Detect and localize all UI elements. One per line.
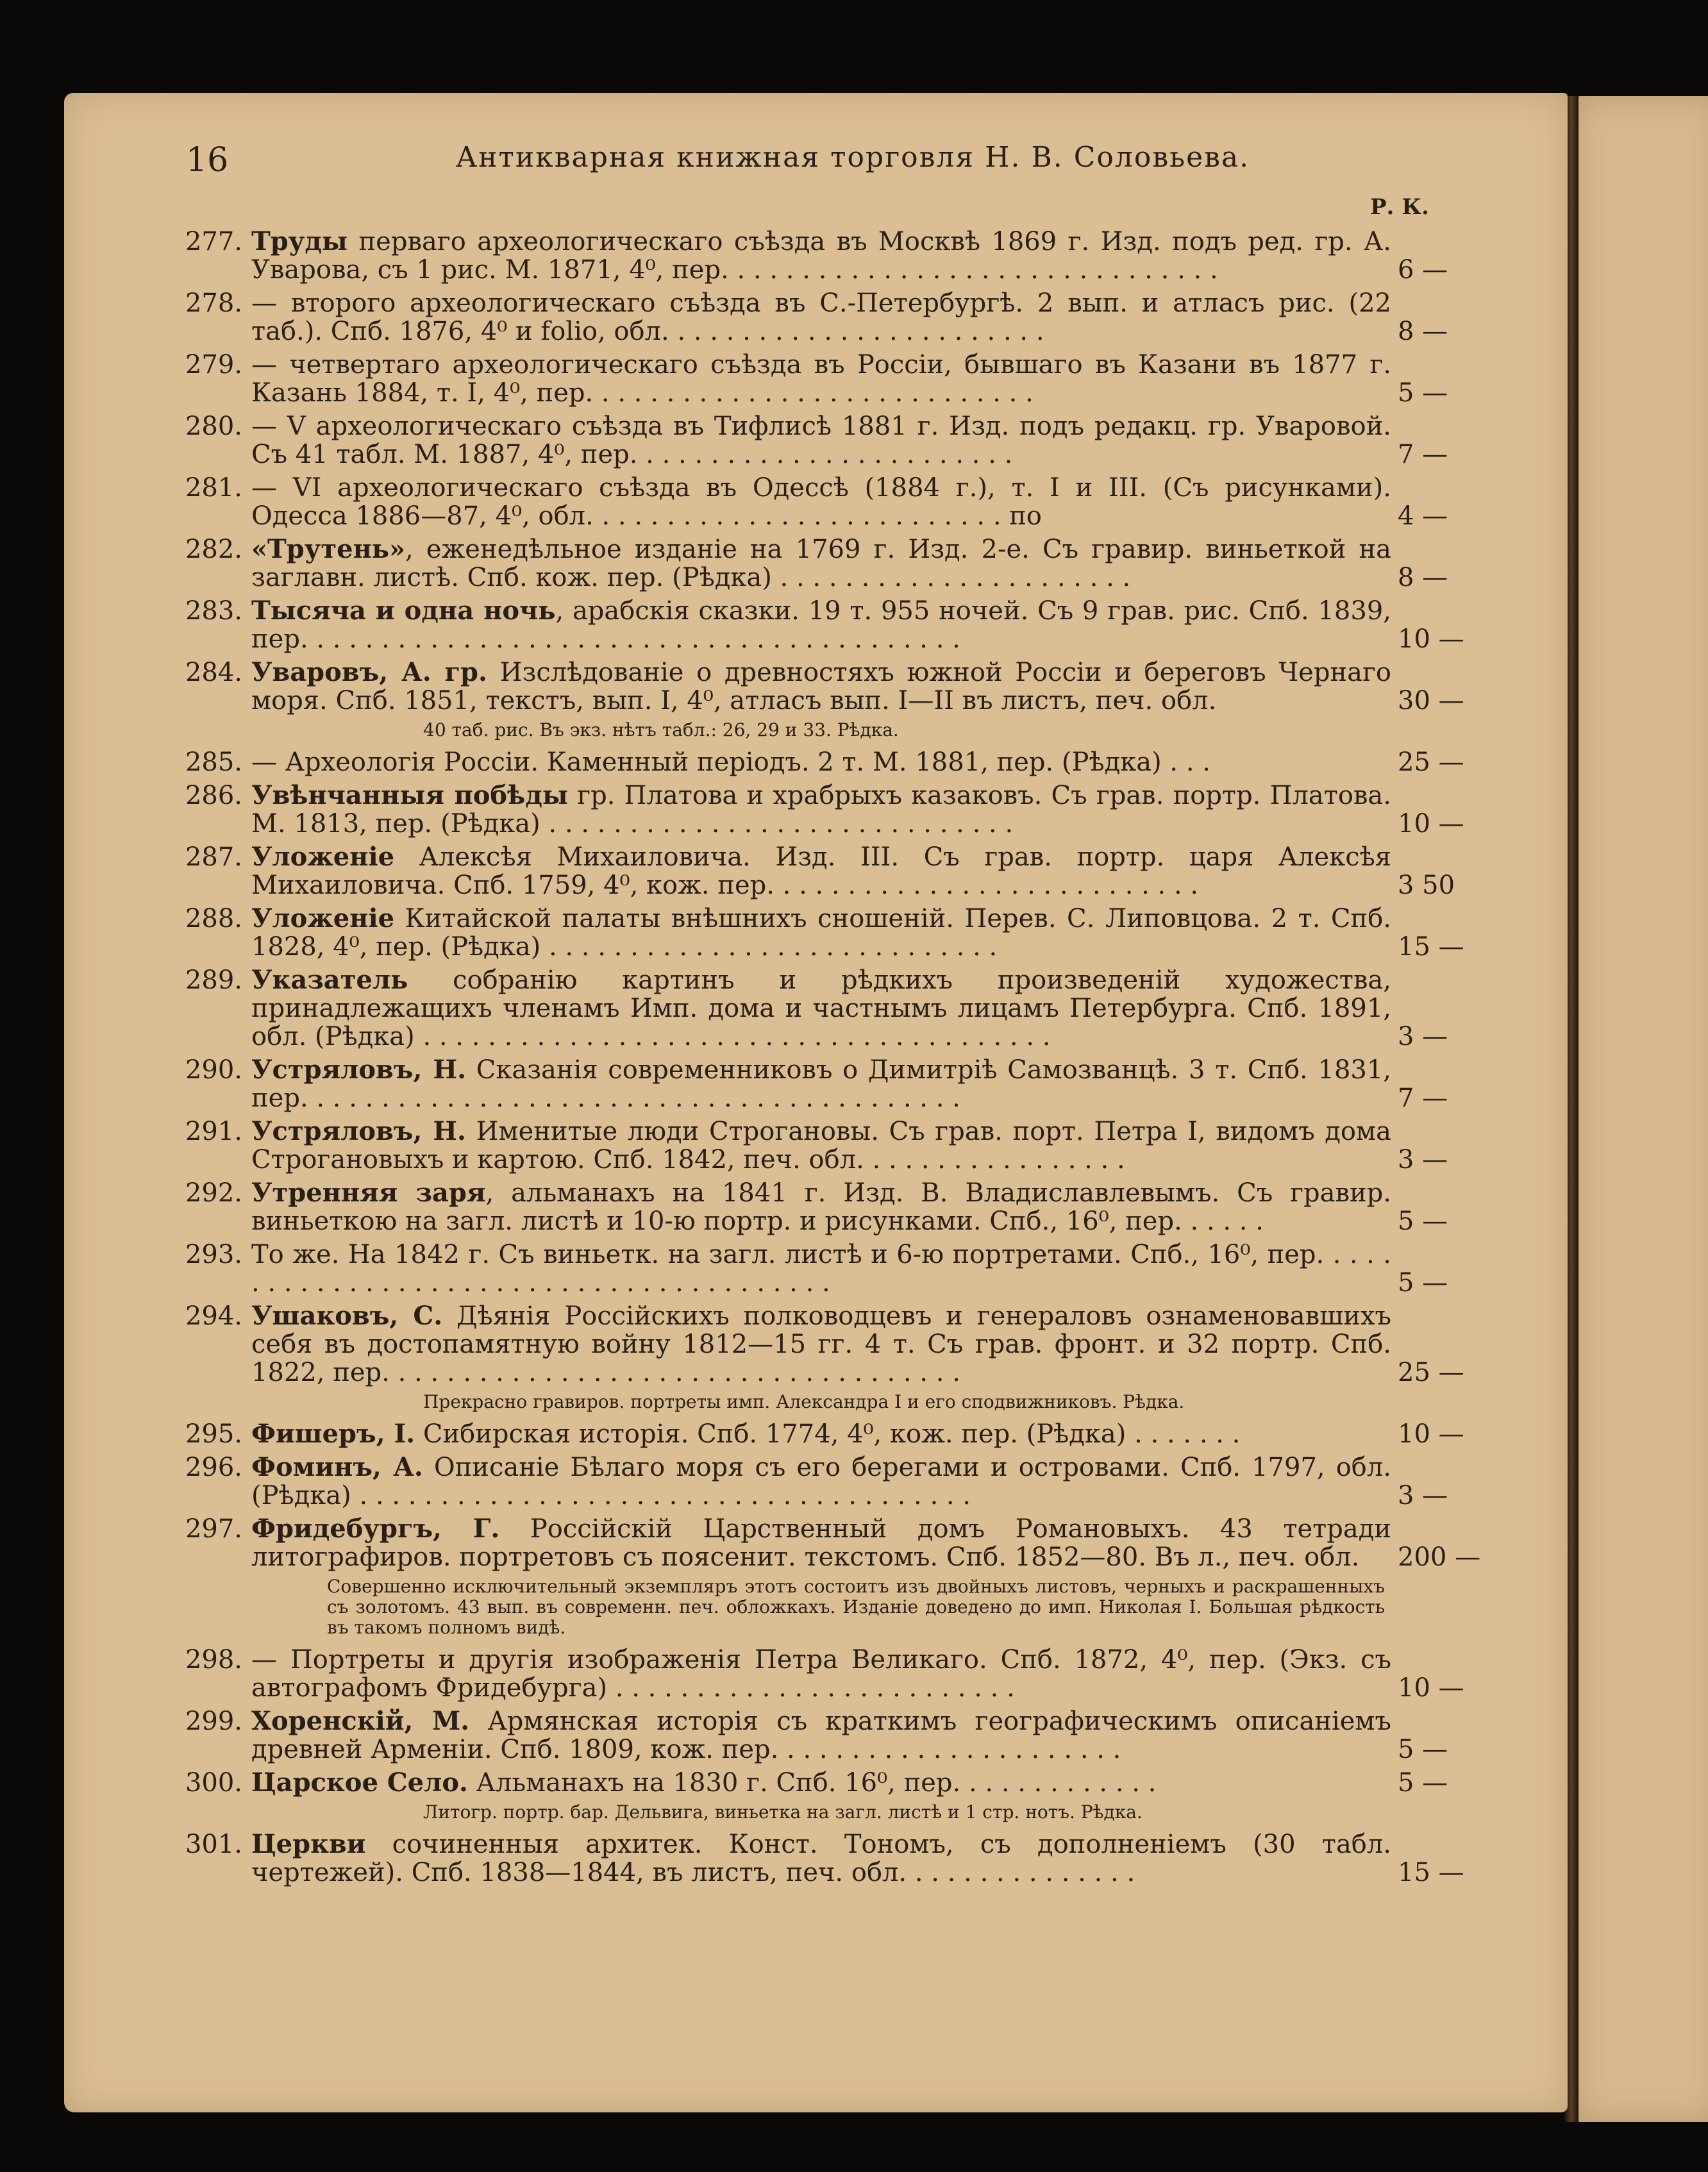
- entry-text: Сказанія современниковъ о Димитріѣ Самозванцѣ. 3 т. Спб. 1831, пер. . . . . . . . . . . . . . . . . . . . . . . . . . . . . . . . . . . . . . . . .: [251, 1055, 1391, 1113]
- entry-price: 7 —: [1398, 440, 1448, 469]
- catalog-entry: [180, 1056, 1500, 1112]
- entry-body: [251, 228, 1391, 284]
- entry-number: 277.: [185, 227, 242, 256]
- entry-price: 10 —: [1398, 809, 1464, 839]
- entry-body: [251, 1707, 1391, 1764]
- page-header: [186, 141, 1520, 192]
- entry-text: сочиненныя архитек. Конст. Тономъ, съ дополненіемъ (30 табл. чертежей). Спб. 1838—1844, въ листъ, печ. обл. . . . . . . . . . . . . . .: [251, 1830, 1391, 1887]
- entry-number: 278.: [185, 288, 242, 318]
- entry-number: 280.: [185, 412, 242, 441]
- catalog-entry: [180, 228, 1500, 284]
- catalog-entry: [180, 966, 1500, 1051]
- entry-note: Прекрасно гравиров. портреты имп. Александра I и его сподвижниковъ. Рѣдка.: [423, 1391, 1185, 1412]
- entry-title: Уложеніе: [251, 842, 395, 872]
- entry-text: , альманахъ на 1841 г. Изд. В. Владиславлевымъ. Съ гравир. виньеткою на загл. листѣ и 10-ю портр. и рисунками. Спб., 16⁰, пер. . . . . .: [251, 1178, 1391, 1236]
- entry-price: 3 50: [1398, 871, 1455, 900]
- entry-body: [251, 1420, 1391, 1448]
- entry-note: 40 таб. рис. Въ экз. нѣтъ табл.: 26, 29 и 33. Рѣдка.: [423, 719, 899, 740]
- catalog-entry: [180, 843, 1500, 899]
- entry-price: 3 —: [1398, 1481, 1448, 1510]
- price-column-header: Р. К.: [1369, 194, 1429, 220]
- entry-number: 296.: [185, 1453, 242, 1482]
- catalog-entry: [180, 1302, 1500, 1387]
- catalog-entry: [180, 535, 1500, 592]
- entry-price: 25 —: [1398, 748, 1464, 777]
- entry-price: 5 —: [1398, 1735, 1448, 1764]
- entry-body: [251, 1241, 1391, 1297]
- entry-title: Фридебургъ, Г.: [251, 1514, 500, 1544]
- entry-price: 8 —: [1398, 563, 1448, 592]
- entry-text: — V археологическаго съѣзда въ Тифлисѣ 1881 г. Изд. подъ редакц. гр. Уваровой. Съ 41 табл. М. 1887, 4⁰, пер. . . . . . . . . . . . . . . . . . . . . . . .: [251, 412, 1391, 469]
- entry-body: [251, 412, 1391, 469]
- running-title: Антикварная книжная торговля Н. В. Соловьева.: [455, 141, 1250, 174]
- entry-title: Утренняя заря: [251, 1178, 486, 1208]
- entry-title: Фоминъ, А.: [251, 1452, 423, 1482]
- entry-price: 3 —: [1398, 1145, 1448, 1174]
- entry-price: 6 —: [1398, 255, 1448, 285]
- entry-title: Устряловъ, Н.: [251, 1055, 467, 1085]
- entry-number: 283.: [185, 596, 242, 626]
- entry-number: 301.: [185, 1830, 242, 1859]
- entry-title: «Трутень»: [251, 534, 405, 564]
- entry-text: — четвертаго археологическаго съѣзда въ Россіи, бывшаго въ Казани въ 1877 г. Казань 1884, т. I, 4⁰, пер. . . . . . . . . . . . . . . . . . . . . . . . . . . .: [251, 350, 1391, 408]
- entry-number: 291.: [185, 1117, 242, 1146]
- catalog-entry: [180, 1420, 1500, 1448]
- entry-number: 282.: [185, 535, 242, 564]
- entry-number: 284.: [185, 658, 242, 687]
- entry-body: [251, 597, 1391, 653]
- entry-title: Церкви: [251, 1829, 366, 1859]
- entry-text: Россійскій Царственный домъ Романовыхъ. 43 тетради литографиров. портретовъ съ поясенит. текстомъ. Спб. 1852—80. Въ л., печ. обл.: [251, 1514, 1391, 1572]
- entry-price: 10 —: [1398, 1419, 1464, 1449]
- catalog-entry: [180, 1830, 1500, 1887]
- entry-text: То же. На 1842 г. Съ виньетк. на загл. листѣ и 6-ю портретами. Спб., 16⁰, пер. . . . . . . . . . . . . . . . . . . . . . . . . . . . . . . . . . . . . . . . .: [251, 1240, 1391, 1298]
- catalog-entry: [180, 289, 1500, 346]
- entry-body: [251, 1830, 1391, 1887]
- entry-title: Фишеръ, І.: [251, 1419, 415, 1449]
- catalog-entry: [180, 597, 1500, 653]
- catalog-entry: [180, 351, 1500, 407]
- entry-text: Армянская исторія съ краткимъ географическимъ описаніемъ древней Арменіи. Спб. 1809, кож. пер. . . . . . . . . . . . . . . . . . . . . .: [251, 1707, 1391, 1764]
- entry-body: [251, 289, 1391, 346]
- entry-title: Ушаковъ, С.: [251, 1301, 443, 1331]
- entry-number: 279.: [185, 350, 242, 380]
- entry-body: [251, 535, 1391, 592]
- catalog-entry: [180, 1515, 1500, 1571]
- entry-note: Литогр. портр. бар. Дельвига, виньетка на загл. листѣ и 1 стр. нотъ. Рѣдка.: [423, 1801, 1143, 1823]
- entry-number: 295.: [185, 1419, 242, 1449]
- entry-number: 300.: [185, 1768, 242, 1798]
- entry-price: 4 —: [1398, 501, 1448, 531]
- entry-text: — Портреты и другія изображенія Петра Великаго. Спб. 1872, 4⁰, пер. (Экз. съ автографомъ Фридебурга) . . . . . . . . . . . . . . . . . . . . . . . . .: [251, 1645, 1391, 1703]
- entry-price: 15 —: [1398, 932, 1464, 962]
- entry-number: 285.: [185, 748, 242, 777]
- entry-number: 299.: [185, 1707, 242, 1736]
- catalog-entry: [180, 412, 1500, 469]
- entry-body: [251, 351, 1391, 407]
- entry-price: 7 —: [1398, 1083, 1448, 1113]
- entry-title: Уваровъ, А. гр.: [251, 657, 487, 687]
- entry-number: 288.: [185, 904, 242, 933]
- entry-number: 294.: [185, 1301, 242, 1331]
- entry-number: 289.: [185, 965, 242, 995]
- entry-text: , арабскія сказки. 19 т. 955 ночей. Съ 9 грав. рис. Спб. 1839, пер. . . . . . . . . . . . . . . . . . . . . . . . . . . . . . . . . . . . . . . . .: [251, 596, 1391, 654]
- entry-body: [251, 1646, 1391, 1702]
- catalog-entry: [180, 1453, 1500, 1510]
- catalog-entry: [180, 748, 1500, 776]
- entry-text: Дѣянія Россійскихъ полководцевъ и генераловъ ознаменовавшихъ себя въ достопамятную войну 1812—15 гг. 4 т. Съ грав. фронт. и 32 портр. Спб. 1822, пер. . . . . . . . . . . . . . . . . . . . . . . . . . . . . . . . . . . .: [251, 1301, 1391, 1387]
- entry-body: [251, 474, 1391, 530]
- entry-number: 298.: [185, 1645, 242, 1675]
- entry-title: Царское Село.: [251, 1767, 468, 1798]
- entry-title: Хоренскій, М.: [251, 1706, 470, 1736]
- entry-number: 290.: [185, 1055, 242, 1085]
- entry-text: Изслѣдованіе о древностяхъ южной Россіи и береговъ Чернаго моря. Спб. 1851, текстъ, вып. I, 4⁰, атласъ вып. I—II въ листъ, печ. обл.: [251, 658, 1392, 715]
- entry-text: — Археологія Россіи. Каменный періодъ. 2 т. М. 1881, пер. (Рѣдка) . . .: [251, 748, 1210, 777]
- catalog-entry: [180, 905, 1500, 961]
- entry-price: 30 —: [1398, 686, 1464, 715]
- catalog-entry: [180, 658, 1500, 715]
- entry-title: Труды: [251, 226, 348, 256]
- page-number: 16: [186, 141, 229, 180]
- entry-price: 10 —: [1398, 624, 1464, 654]
- entry-number: 297.: [185, 1514, 242, 1544]
- entry-price: 15 —: [1398, 1858, 1464, 1887]
- entry-text: Именитые люди Строгановы. Съ грав. порт. Петра I, видомъ дома Строгановыхъ и картою. Спб. 1842, печ. обл. . . . . . . . . . . . . . . . .: [251, 1117, 1391, 1174]
- entry-body: [251, 1179, 1391, 1235]
- entry-body: [251, 1117, 1391, 1174]
- entry-number: 286.: [185, 781, 242, 810]
- book-page: [64, 93, 1568, 2112]
- entry-price: 25 —: [1398, 1358, 1464, 1387]
- entry-text: собранію картинъ и рѣдкихъ произведеній художества, принадлежащихъ членамъ Имп. дома и частнымъ лицамъ Петербурга. Спб. 1891, обл. (Рѣдка) . . . . . . . . . . . . . . . . . . . . . . . . . . . . . . . . . . . . . . .: [251, 965, 1391, 1051]
- entry-text: Сибирская исторія. Спб. 1774, 4⁰, кож. пер. (Рѣдка) . . . . . . .: [415, 1419, 1241, 1449]
- entry-body: [251, 1302, 1391, 1387]
- entry-price: 5 —: [1398, 378, 1448, 408]
- entry-note: Совершенно исключительный экземпляръ этотъ состоитъ изъ двойныхъ листовъ, черныхъ и раскрашенныхъ съ золотомъ. 43 вып. въ современн. печ. обложкахъ. Изданіе доведено до имп. Николая I. Большая рѣдкость въ такомъ полномъ видѣ.: [327, 1576, 1385, 1638]
- catalog-entry: [180, 1769, 1500, 1797]
- facing-page-edge: [1574, 96, 1708, 2122]
- entry-title: Устряловъ, Н.: [251, 1116, 466, 1146]
- catalog-entries: [180, 228, 1500, 1892]
- catalog-entry: [180, 1117, 1500, 1174]
- entry-body: [251, 1515, 1391, 1571]
- entry-price: 10 —: [1398, 1673, 1464, 1703]
- catalog-entry: [180, 1646, 1500, 1702]
- entry-number: 281.: [185, 473, 242, 503]
- entry-text: Описаніе Бѣлаго моря съ его берегами и островами. Спб. 1797, обл. (Рѣдка) . . . . . . . . . . . . . . . . . . . . . . . . . . . . . . . . . . . . . .: [251, 1453, 1391, 1510]
- entry-title: Увѣнчанныя побѣды: [251, 780, 568, 810]
- entry-text: , еженедѣльное изданіе на 1769 г. Изд. 2-е. Съ гравир. виньеткой на заглавн. листѣ. Спб. кож. пер. (Рѣдка) . . . . . . . . . . . . . . . . . . . . . .: [251, 535, 1391, 592]
- catalog-entry: [180, 1241, 1500, 1297]
- entry-number: 292.: [185, 1178, 242, 1208]
- entry-price: 5 —: [1398, 1207, 1448, 1236]
- entry-text: Алексѣя Михаиловича. Изд. III. Съ грав. портр. царя Алексѣя Михаиловича. Спб. 1759, 4⁰, кож. пер. . . . . . . . . . . . . . . . . . . . . . . . . . .: [251, 842, 1391, 900]
- entry-price: 3 —: [1398, 1022, 1448, 1051]
- entry-body: [251, 843, 1391, 899]
- entry-price: 5 —: [1398, 1768, 1448, 1798]
- entry-text: Китайской палаты внѣшнихъ сношеній. Перев. С. Липовцова. 2 т. Спб. 1828, 4⁰, пер. (Рѣдка) . . . . . . . . . . . . . . . . . . . . . . . . . . . .: [251, 904, 1391, 962]
- entry-title: Тысяча и одна ночь: [251, 596, 556, 626]
- entry-text: Альманахъ на 1830 г. Спб. 16⁰, пер. . . . . . . . . . . . .: [467, 1768, 1157, 1798]
- catalog-entry: [180, 1179, 1500, 1235]
- entry-body: [251, 748, 1391, 776]
- entry-price: 8 —: [1398, 317, 1448, 346]
- entry-body: [251, 1769, 1391, 1797]
- entry-title: Уложеніе: [251, 903, 395, 933]
- entry-body: [251, 658, 1391, 715]
- entry-number: 287.: [185, 842, 242, 872]
- entry-body: [251, 905, 1391, 961]
- entry-text: гр. Платова и храбрыхъ казаковъ. Съ грав. портр. Платова. М. 1813, пер. (Рѣдка) . . . . . . . . . . . . . . . . . . . . . . . . . . . . .: [251, 781, 1391, 839]
- catalog-entry: [180, 474, 1500, 530]
- entry-number: 293.: [185, 1240, 242, 1269]
- entry-title: Указатель: [251, 965, 408, 995]
- catalog-entry: [180, 1707, 1500, 1764]
- entry-price: 200 —: [1398, 1542, 1481, 1572]
- entry-body: [251, 966, 1391, 1051]
- entry-body: [251, 1453, 1391, 1510]
- entry-price: 5 —: [1398, 1268, 1448, 1298]
- entry-body: [251, 781, 1391, 838]
- catalog-entry: [180, 781, 1500, 838]
- entry-body: [251, 1056, 1391, 1112]
- entry-text: — VI археологическаго съѣзда въ Одессѣ (1884 г.), т. I и III. (Съ рисунками). Одесса 1886—87, 4⁰, обл. . . . . . . . . . . . . . . . . . . . . . . . . . по: [251, 473, 1391, 531]
- entry-text: — второго археологическаго съѣзда въ С.-Петербургѣ. 2 вып. и атласъ рис. (22 таб.). Спб. 1876, 4⁰ и folio, обл. . . . . . . . . . . . . . . . . . . . . . . .: [251, 288, 1391, 346]
- entry-text: перваго археологическаго съѣзда въ Москвѣ 1869 г. Изд. подъ ред. гр. А. Уварова, съ 1 рис. М. 1871, 4⁰, пер. . . . . . . . . . . . . . . . . . . . . . . . . . . . . . .: [251, 227, 1391, 285]
